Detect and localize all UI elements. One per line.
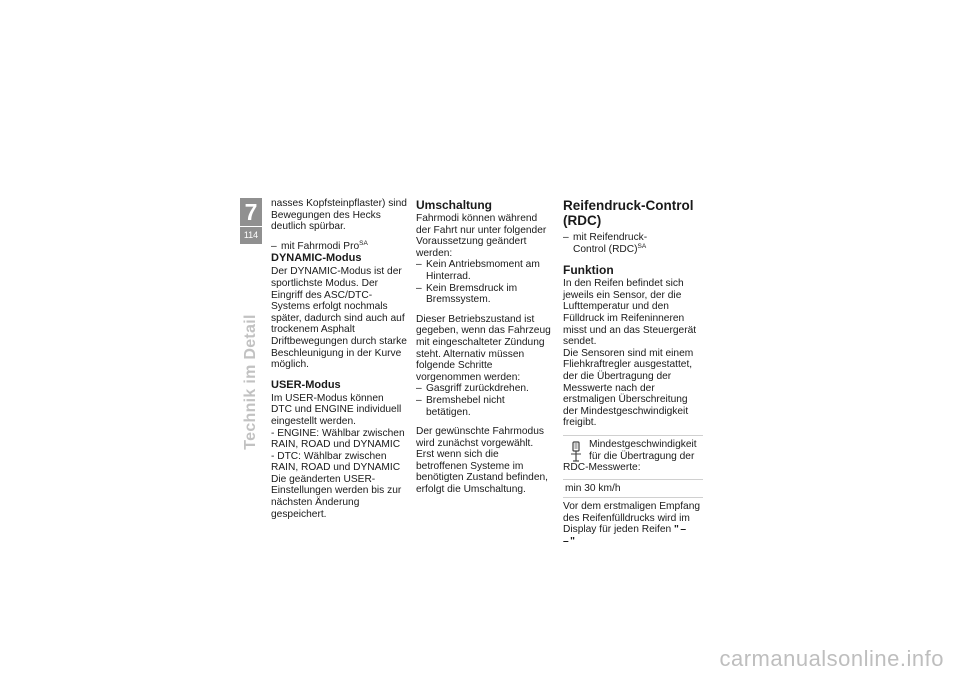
list-item: – Kein Antriebsmoment am Hinterrad. bbox=[416, 259, 540, 282]
tire-sensor-icon bbox=[569, 441, 583, 465]
option-marker: SA bbox=[359, 239, 368, 247]
heading-umschaltung: Umschaltung bbox=[416, 198, 493, 212]
paragraph: Vor dem erstmaligen Empfang des Reifenfülldrucks wird im Display für jeden Reifen "– –" bbox=[563, 501, 701, 548]
paragraph: Der gewünschte Fahrmodus wird zunächst vorgewählt. Erst wenn sich die betroffenen Systeme im benötigten Zustand befinden, erfolgt die Umschaltung. bbox=[416, 426, 548, 496]
dash-bullet: – bbox=[416, 394, 422, 406]
placeholder-symbol: "– –" bbox=[563, 524, 688, 548]
list-item: – mit Reifendruck- Control (RDC)$^{SA}$ bbox=[563, 232, 648, 255]
note-box bbox=[563, 435, 703, 498]
paragraph: Der DYNAMIC-Modus ist der sportlichste Modus. Der Eingriff des ASC/DTC-Systems erfolgt nochmals später, dadurch sind auch auf trockenem Asphalt Driftbewegungen durch starke Beschleunigung in der Kurve möglich. bbox=[271, 266, 407, 371]
list-item: – mit Fahrmodi Pro$^{SA}$ bbox=[271, 239, 368, 252]
dash-bullet: – bbox=[271, 240, 277, 252]
note-value: min 30 km/h bbox=[565, 482, 621, 494]
paragraph: Die Sensoren sind mit einem Fliehkraftregler ausgestattet, der die Übertragung der Messwerte nach der erstmaligen Überschreitung der Mindestgeschwindigkeit freigibt. bbox=[563, 347, 694, 429]
watermark: carmanualsonline.info bbox=[719, 646, 944, 671]
heading-funktion: Funktion bbox=[563, 263, 614, 278]
page-number: 114 bbox=[243, 230, 259, 240]
paragraph: - ENGINE: Wählbar zwischen RAIN, ROAD und DYNAMIC bbox=[271, 427, 405, 451]
paragraph: - DTC: Wählbar zwischen RAIN, ROAD und DYNAMIC bbox=[271, 450, 401, 474]
heading-user-mode: USER-Modus bbox=[271, 378, 341, 391]
column-3 bbox=[563, 198, 703, 548]
column-1 bbox=[271, 198, 407, 520]
note-text-line: für die Übertragung der bbox=[589, 450, 695, 462]
dash-bullet: – bbox=[563, 232, 569, 243]
side-chapter-title: Technik im Detail bbox=[242, 314, 259, 450]
list-item: – Gasgriff zurückdrehen. bbox=[416, 383, 529, 395]
dash-bullet: – bbox=[416, 282, 422, 294]
list-item: – Kein Bremsdruck im Bremssystem. bbox=[416, 282, 518, 306]
paragraph: In den Reifen befindet sich jeweils ein Sensor, der die Lufttemperatur und den Fülldruck im Reifeninneren misst und an das Steuergerät sendet. bbox=[563, 278, 697, 348]
column-2 bbox=[416, 198, 552, 496]
heading-dynamic-mode: DYNAMIC-Modus bbox=[271, 252, 362, 265]
chapter-divider bbox=[240, 226, 262, 227]
dash-bullet: – bbox=[416, 259, 422, 271]
chapter-number: 7 bbox=[244, 199, 258, 225]
heading-rdc: Reifendruck-Control (RDC) bbox=[563, 198, 694, 228]
paragraph: Die geänderten USER-Einstellungen werden bis zur nächsten Änderung gespeichert. bbox=[271, 473, 402, 520]
paragraph: Fahrmodi können während der Fahrt nur unter folgender Voraussetzung geändert werden: bbox=[416, 213, 547, 259]
dash-bullet: – bbox=[416, 383, 422, 395]
option-marker: SA bbox=[637, 242, 647, 250]
note-text-line: Mindestgeschwindigkeit bbox=[589, 438, 697, 450]
list-item: – Bremshebel nicht betätigen. bbox=[416, 394, 505, 418]
paragraph: nasses Kopfsteinpflaster) sind Bewegungen des Hecks deutlich spürbar. bbox=[271, 198, 407, 233]
note-text-line: RDC-Messwerte: bbox=[563, 462, 641, 474]
paragraph: Im USER-Modus können DTC und ENGINE individuell eingestellt werden. bbox=[271, 392, 402, 427]
paragraph: Dieser Betriebszustand ist gegeben, wenn das Fahrzeug mit eingeschalteter Zündung steht. Alternativ müssen folgende Schritte vorgenommen werden: bbox=[416, 313, 551, 383]
